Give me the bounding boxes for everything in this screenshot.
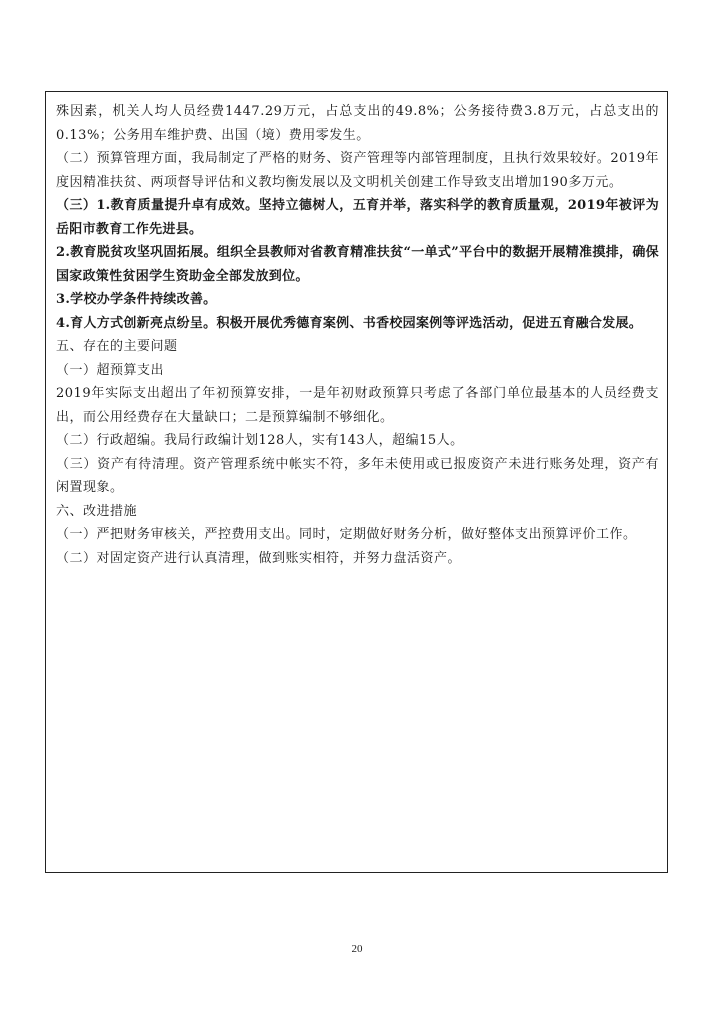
paragraph-education-quality: （三）1.教育质量提升卓有成效。坚持立德树人，五育并举，落实科学的教育质量观，2019年被评为岳阳市教育工作先进县。 (56, 198, 659, 237)
paragraph-over-budget: 2019年实际支出超出了年初预算安排，一是年初财政预算只考虑了各部门单位最基本的人员经费支出，而公用经费存在大量缺口；二是预算编制不够细化。 (56, 386, 659, 425)
paragraph-improvement-1: （一）严把财务审核关，严控费用支出。同时，定期做好财务分析，做好整体支出预算评价工作。 (56, 527, 637, 542)
subheading-over-budget: （一）超预算支出 (56, 362, 165, 378)
paragraph-overstaffing: （二）行政超编。我局行政编计划128人，实有143人，超编15人。 (56, 433, 464, 448)
section-heading-improvements: 六、改进措施 (56, 503, 138, 519)
paragraph-asset-cleanup: （三）资产有待清理。资产管理系统中帐实不符，多年未使用或已报废资产未进行账务处理，资产有闲置现象。 (56, 456, 659, 495)
paragraph-expense-breakdown: 殊因素，机关人均人员经费1447.29万元，占总支出的49.8%；公务接待费3.8万元，占总支出的0.13%；公务用车维护费、出国（境）费用零发生。 (56, 104, 659, 143)
paragraph-budget-management: （二）预算管理方面，我局制定了严格的财务、资产管理等内部管理制度，且执行效果较好。2019年度因精准扶贫、两项督导评估和义教均衡发展以及文明机关创建工作导致支出增加190多万元。 (56, 151, 659, 190)
paragraph-education-innovation: 4.育人方式创新亮点纷呈。积极开展优秀德育案例、书香校园案例等评选活动，促进五育融合发展。 (56, 315, 643, 331)
paragraph-improvement-2: （二）对固定资产进行认真清理，做到账实相符，并努力盘活资产。 (56, 550, 462, 566)
page-number: 20 (351, 943, 363, 955)
report-body (56, 100, 659, 570)
paragraph-poverty-alleviation: 2.教育脱贫攻坚巩固拓展。组织全县教师对省教育精准扶贫“一单式”平台中的数据开展精准摸排，确保国家政策性贫困学生资助金全部发放到位。 (56, 245, 659, 284)
paragraph-school-conditions: 3.学校办学条件持续改善。 (56, 292, 217, 307)
report-table-cell (45, 91, 668, 873)
section-heading-problems: 五、存在的主要问题 (56, 339, 178, 354)
